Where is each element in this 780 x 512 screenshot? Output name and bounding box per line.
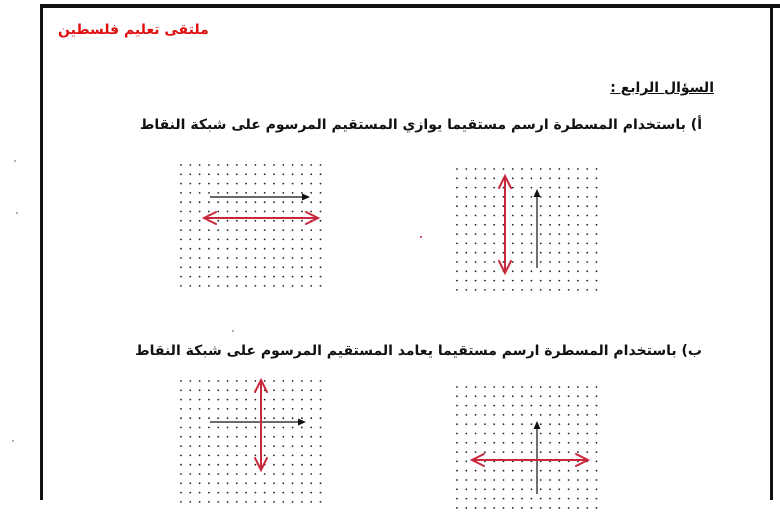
printed-arrowhead <box>534 189 541 197</box>
printed-arrowhead <box>534 421 541 429</box>
dot-grid-b-left <box>176 376 326 506</box>
dot-grid-b-right <box>452 382 602 512</box>
page-top-border <box>40 4 780 8</box>
page-left-border <box>40 4 43 500</box>
drawn-perpendicular-double-arrow <box>472 454 588 466</box>
scan-speck <box>232 330 234 332</box>
page-right-border <box>770 4 773 500</box>
instruction-part-a: أ) باستخدام المسطرة ارسم مستقيما يوازي المستقيم المرسوم على شبكة النقاط <box>139 117 702 133</box>
drawn-perpendicular-double-arrow <box>255 380 267 470</box>
dots <box>456 168 597 291</box>
dots <box>456 386 597 509</box>
scan-speck <box>420 236 422 238</box>
printed-arrowhead <box>302 194 310 201</box>
dots <box>180 164 321 287</box>
site-name: ملتقى تعليم فلسطين <box>58 22 209 38</box>
dot-grid-a-left <box>176 160 326 290</box>
dot-grid-a-right <box>452 164 602 294</box>
printed-arrowhead <box>298 419 306 426</box>
drawn-parallel-double-arrow <box>204 212 318 224</box>
scan-speck <box>14 160 16 162</box>
dots <box>180 380 321 503</box>
instruction-part-b: ب) باستخدام المسطرة ارسم مستقيما يعامد المستقيم المرسوم على شبكة النقاط <box>135 343 702 359</box>
question-title: السؤال الرابع : <box>610 80 714 96</box>
scan-speck <box>16 212 18 214</box>
scan-speck <box>12 440 14 442</box>
drawn-parallel-double-arrow <box>499 176 511 273</box>
